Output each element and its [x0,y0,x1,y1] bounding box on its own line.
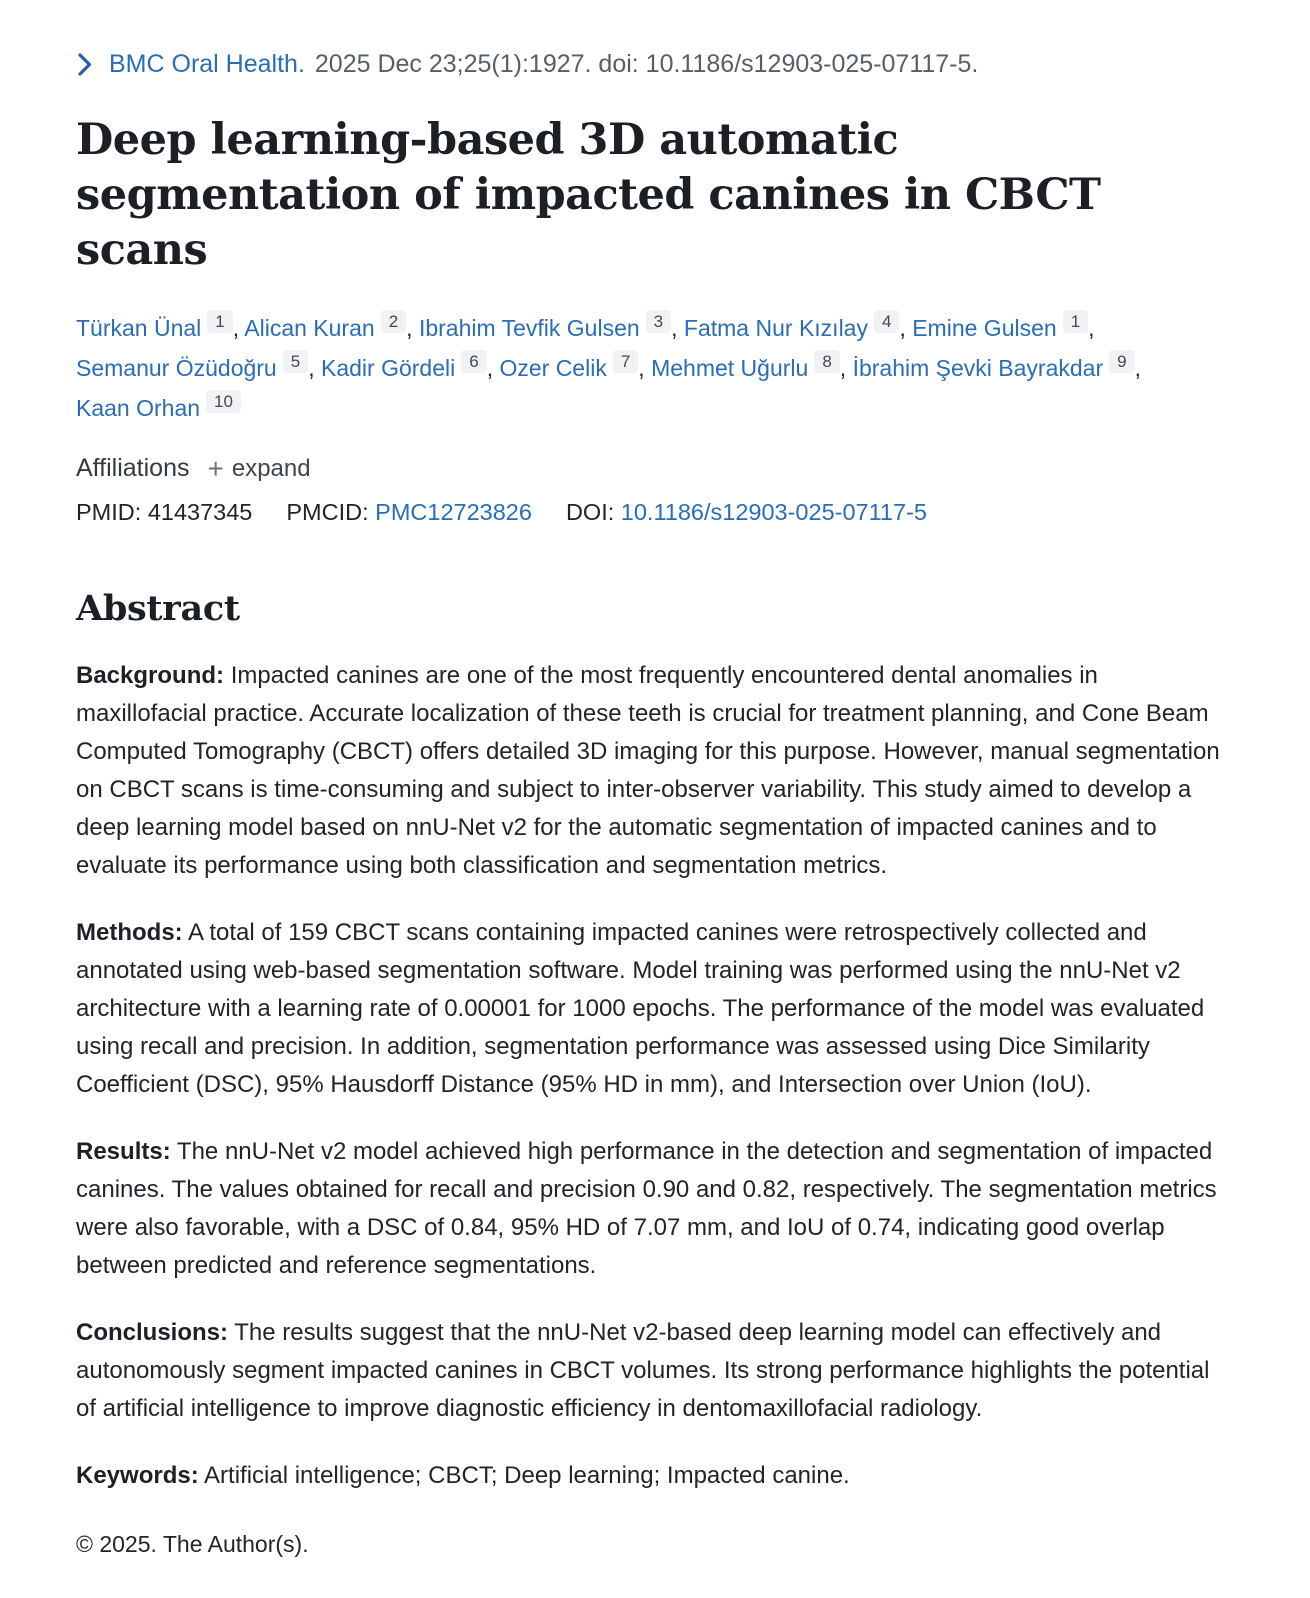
pmid-value: 41437345 [147,499,253,526]
author-link[interactable]: İbrahim Şevki Bayrakdar [852,355,1104,382]
chevron-right-icon[interactable] [76,51,93,78]
author-link[interactable]: Mehmet Uğurlu [651,355,809,382]
paragraph-label: Results: [76,1138,171,1166]
author-affiliation-superscript[interactable]: 7 [613,350,638,373]
author-separator: , [839,355,853,382]
author-affiliation-superscript[interactable]: 9 [1109,350,1134,373]
author-link[interactable]: Emine Gulsen [912,315,1057,342]
affiliations-expand-button[interactable] [207,452,311,484]
author-affiliation-superscript[interactable]: 3 [646,310,671,333]
author-link[interactable]: Semanur Özüdoğru [76,355,277,382]
author-affiliation-superscript[interactable]: 1 [1063,310,1088,333]
article-title: Deep learning-based 3D automatic segmentation of impacted canines in CBCT scans [76,115,1101,276]
author-item [76,312,245,342]
authors-list [76,308,1211,428]
paragraph-label: Background: [76,662,225,690]
author-separator: , [308,355,321,382]
abstract-paragraph-keywords [76,1457,1228,1495]
affiliations-row [76,454,1236,483]
expand-button-label: expand [231,454,311,482]
author-link[interactable]: Ozer Celik [499,355,607,382]
paragraph-text: Artificial intelligence; CBCT; Deep learning; Impacted canine. [204,1462,850,1490]
author-affiliation-superscript[interactable]: 2 [381,310,406,333]
doi-group [566,499,927,525]
author-item [76,392,241,422]
author-separator: , [671,315,684,342]
copyright-notice: © 2025. The Author(s). [76,1531,309,1558]
author-item [499,352,652,382]
author-separator: , [486,355,500,382]
pmcid-group [286,499,532,525]
author-separator: , [406,315,419,342]
citation-bar [76,50,1236,79]
paragraph-label: Methods: [76,919,183,947]
author-affiliation-superscript[interactable]: 5 [283,350,308,373]
abstract-paragraph-conclusions [76,1314,1228,1428]
author-affiliation-superscript[interactable]: 1 [207,310,232,333]
identifiers-row [76,499,1236,526]
pmid-label: PMID: [76,499,142,526]
author-affiliation-superscript[interactable]: 6 [461,350,486,373]
author-item [76,352,321,382]
doi-label: DOI: [565,499,615,526]
author-separator: , [232,315,245,342]
plus-icon: + [207,452,224,484]
affiliations-label: Affiliations [76,454,190,483]
pmcid-link[interactable]: PMC12723826 [375,499,532,526]
author-separator: , [1088,315,1095,342]
journal-link[interactable]: BMC Oral Health. [109,50,305,78]
author-item [418,312,684,342]
paragraph-label: Keywords: [76,1462,199,1490]
author-link[interactable]: Ibrahim Tevfik Gulsen [418,315,640,342]
author-item [852,352,1141,382]
author-separator: , [899,315,913,342]
pmcid-label: PMCID: [286,499,369,526]
author-item [683,312,913,342]
doi-link[interactable]: 10.1186/s12903-025-07117-5 [620,499,927,526]
abstract-paragraph-methods [76,914,1228,1104]
author-link[interactable]: Alican Kuran [244,315,375,342]
author-affiliation-superscript[interactable]: 8 [814,350,839,373]
author-separator: , [638,355,652,382]
abstract-paragraph-results [76,1133,1228,1285]
author-link[interactable]: Türkan Ünal [76,315,202,342]
paragraph-label: Conclusions: [76,1319,229,1347]
author-link[interactable]: Fatma Nur Kızılay [683,315,868,342]
paragraph-text: Impacted canines are one of the most frequently encountered dental anomalies in maxillofacial practice. Accurate localization of these teeth is crucial for treatment planning, and Cone Beam Computed Tomography (CBCT) offers detailed 3D imaging for this purpose. However, manual segmentation on CBCT scans is time-consuming and subject to inter-observer variability. This study aimed to develop a deep learning model based on nnU-Net v2 for the automatic segmentation of impacted canines and to evaluate its performance using both classification and segmentation metrics. [76,662,1220,880]
author-item [320,352,500,382]
author-link[interactable]: Kaan Orhan [76,395,201,422]
author-affiliation-superscript[interactable]: 4 [874,310,899,333]
abstract-heading: Abstract [76,588,240,630]
paragraph-text: A total of 159 CBCT scans containing impacted canines were retrospectively collected and annotated using web-based segmentation software. Model training was performed using the nnU-Net v2 architecture with a learning rate of 0.00001 for 1000 epochs. The performance of the model was evaluated using recall and precision. In addition, segmentation performance was assessed using Dice Similarity Coefficient (DSC), 95% Hausdorff Distance (95% HD in mm), and Intersection over Union (IoU). [76,919,1205,1099]
author-separator: , [1134,355,1141,382]
author-item [244,312,419,342]
author-link[interactable]: Kadir Gördeli [320,355,456,382]
citation-text: 2025 Dec 23;25(1):1927. doi: 10.1186/s12903-025-07117-5. [314,50,979,78]
author-affiliation-superscript[interactable]: 10 [206,390,241,413]
paragraph-text: The results suggest that the nnU-Net v2-based deep learning model can effectively and autonomously segment impacted canines in CBCT volumes. Its strong performance highlights the potential of artificial intelligence to improve diagnostic efficiency in dentomaxillofacial radiology. [76,1319,1210,1423]
pmid-group [76,499,252,525]
author-item [912,312,1095,342]
author-item [651,352,853,382]
paragraph-text: The nnU-Net v2 model achieved high performance in the detection and segmentation of impacted canines. The values obtained for recall and precision 0.90 and 0.82, respectively. The segmentation metrics were also favorable, with a DSC of 0.84, 95% HD of 7.07 mm, and IoU of 0.74, indicating good overlap between predicted and reference segmentations. [76,1138,1217,1280]
abstract-paragraph-background [76,657,1228,885]
